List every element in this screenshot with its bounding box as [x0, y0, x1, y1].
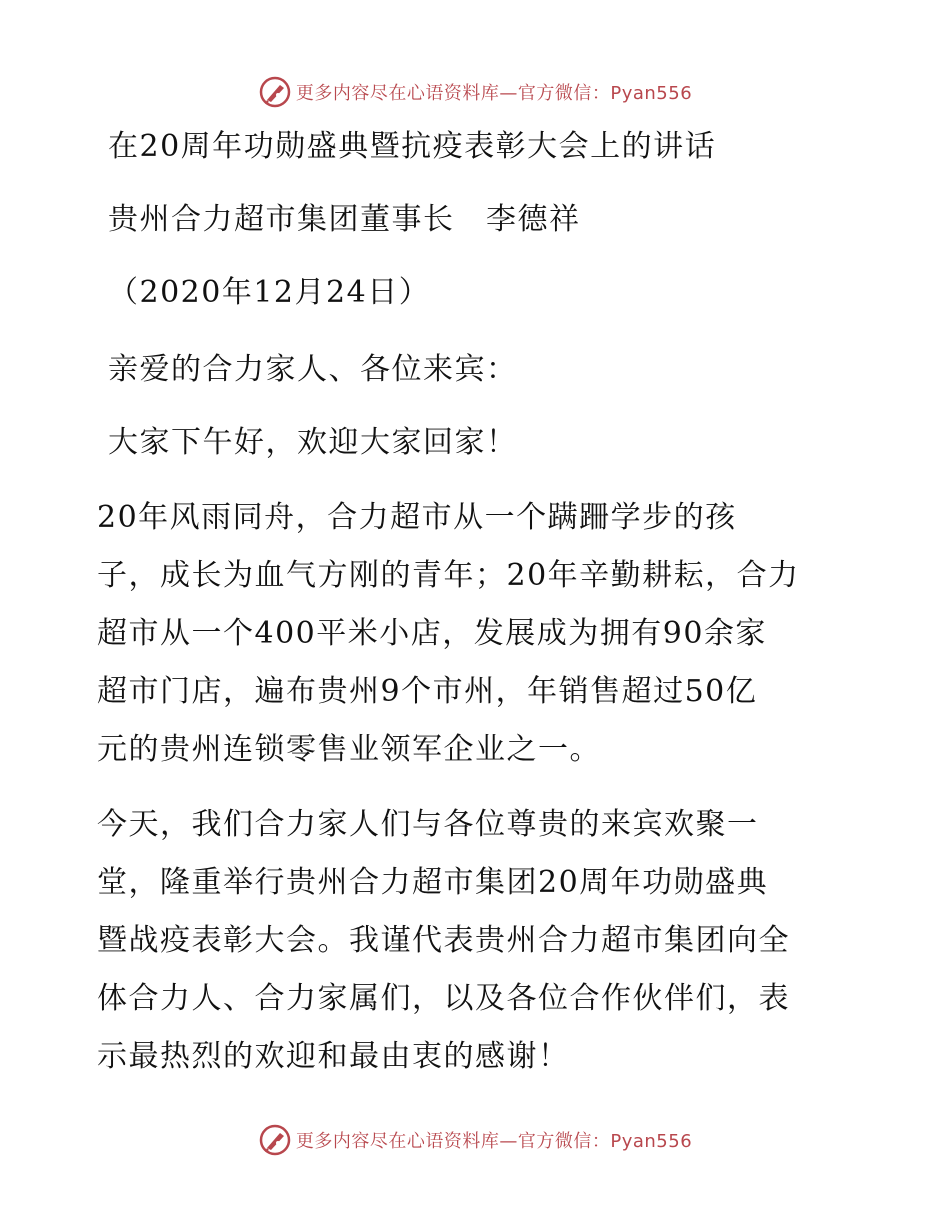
paragraph-2-line: 今天，我们合力家人们与各位尊贵的来宾欢聚一: [97, 807, 759, 842]
speech-title: 在20周年功勋盛典暨抗疫表彰大会上的讲话: [108, 129, 717, 164]
salutation: 亲爱的合力家人、各位来宾：: [108, 352, 518, 387]
pen-seal-logo-icon: [258, 75, 292, 109]
paragraph-1-line: 子，成长为血气方刚的青年；20年辛勤耕耘，合力: [97, 558, 800, 593]
footer-watermark: [0, 1120, 950, 1160]
speech-date: （2020年12月24日）: [108, 275, 431, 310]
paragraph-1-line: 20年风雨同舟，合力超市从一个蹒跚学步的孩: [97, 500, 737, 535]
pen-seal-logo-icon: [258, 1123, 292, 1157]
paragraph-2-line: 体合力人、合力家属们，以及各位合作伙伴们，表: [97, 981, 790, 1016]
paragraph-1: [97, 489, 867, 779]
greeting: 大家下午好，欢迎大家回家！: [108, 425, 518, 460]
paragraph-1-line: 超市门店，遍布贵州9个市州，年销售超过50亿: [97, 674, 758, 709]
paragraph-1-line: 超市从一个400平米小店，发展成为拥有90余家: [97, 616, 767, 651]
watermark-text: 更多内容尽在心语资料库—官方微信：Pyan556: [295, 1131, 693, 1152]
paragraph-2-line: 示最热烈的欢迎和最由衷的感谢！: [97, 1039, 570, 1074]
header-watermark: [0, 72, 950, 112]
speaker-line: 贵州合力超市集团董事长 李德祥: [108, 202, 581, 237]
paragraph-2: [97, 796, 867, 1086]
paragraph-2-line: 堂，隆重举行贵州合力超市集团20周年功勋盛典: [97, 865, 769, 900]
paragraph-2-line: 暨战疫表彰大会。我谨代表贵州合力超市集团向全: [97, 923, 790, 958]
paragraph-1-line: 元的贵州连锁零售业领军企业之一。: [97, 732, 601, 767]
watermark-text: 更多内容尽在心语资料库—官方微信：Pyan556: [295, 83, 693, 104]
